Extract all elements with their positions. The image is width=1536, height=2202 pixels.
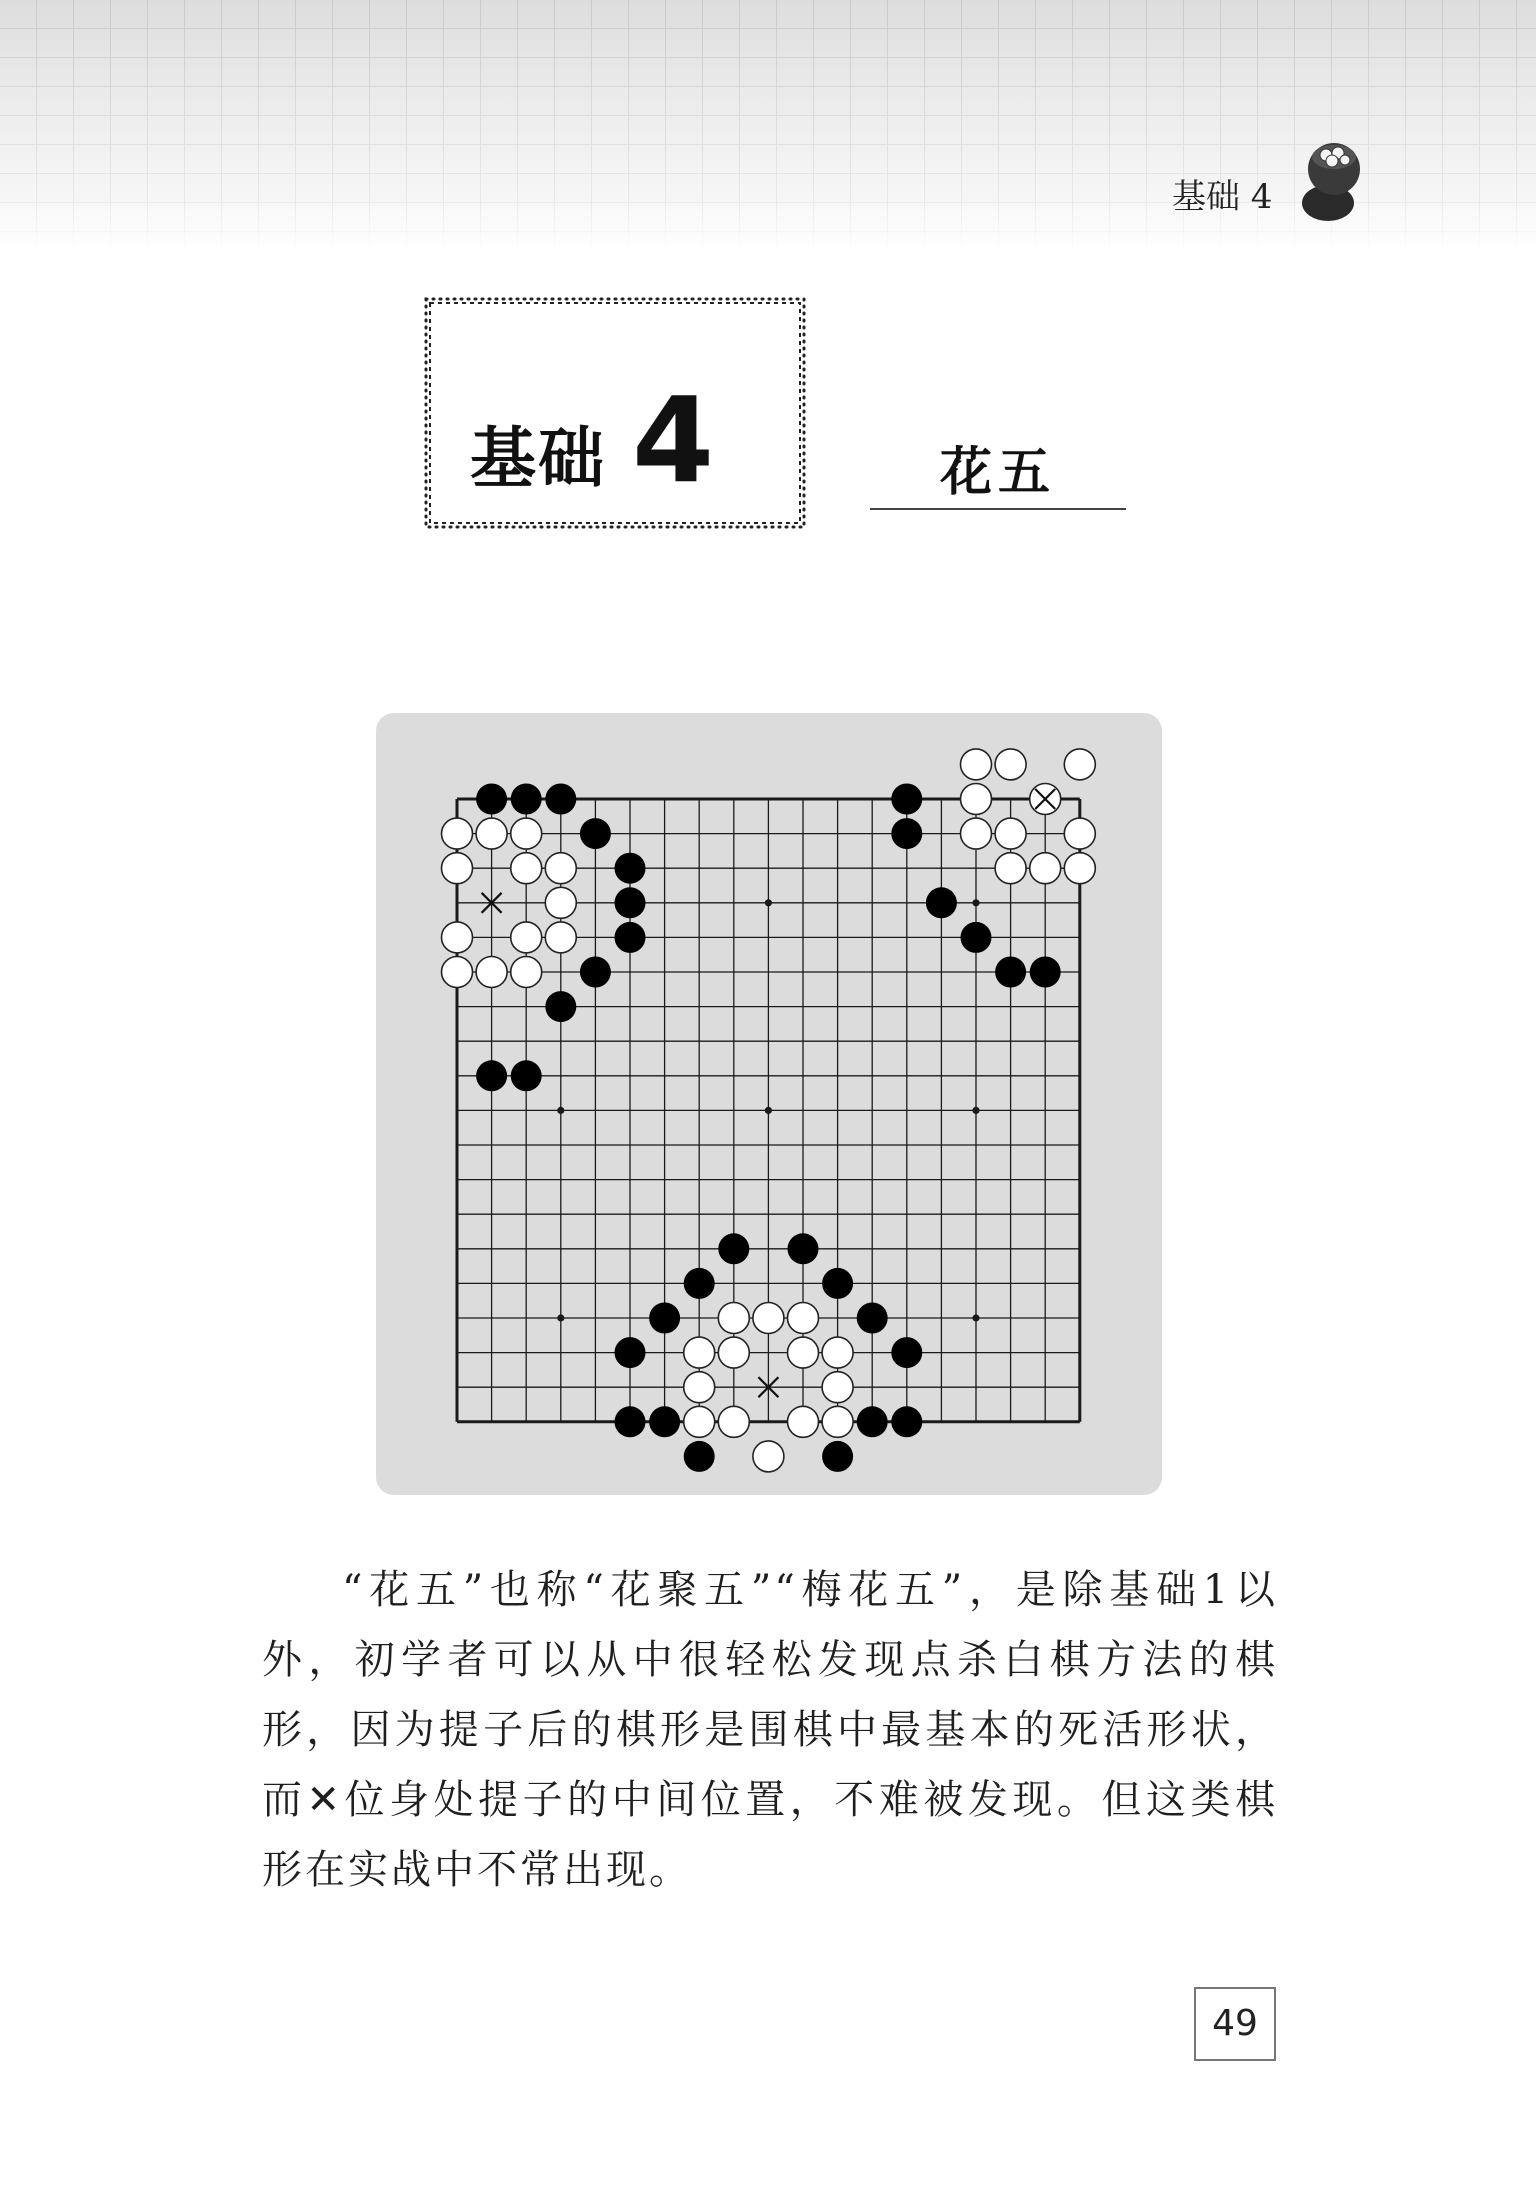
white-stone bbox=[684, 1337, 715, 1368]
white-stone bbox=[442, 922, 473, 953]
body-paragraph: “花五”也称“花聚五”“梅花五”，是除基础1以外，初学者可以从中很轻松发现点杀白棋方法的棋形，因为提子后的棋形是围棋中最基本的死活形状，而✕位身处提子的中间位置，不难被发现。但这类棋形在实战中不常出现。 bbox=[262, 1567, 1278, 1893]
white-stone bbox=[753, 1303, 784, 1334]
white-stone bbox=[961, 749, 992, 780]
white-stone bbox=[961, 818, 992, 849]
black-stone bbox=[891, 818, 922, 849]
star-point bbox=[557, 1107, 564, 1114]
black-stone bbox=[995, 957, 1026, 988]
white-stone bbox=[995, 853, 1026, 884]
star-point bbox=[765, 1107, 772, 1114]
black-stone bbox=[615, 853, 646, 884]
black-stone bbox=[1030, 957, 1061, 988]
white-stone bbox=[961, 784, 992, 815]
white-stone bbox=[995, 818, 1026, 849]
title-number: 4 bbox=[632, 371, 715, 509]
black-stone bbox=[649, 1303, 680, 1334]
white-stone bbox=[684, 1406, 715, 1437]
white-stone bbox=[476, 818, 507, 849]
white-stone bbox=[442, 818, 473, 849]
black-stone bbox=[615, 922, 646, 953]
black-stone bbox=[822, 1268, 853, 1299]
star-point bbox=[972, 1314, 979, 1321]
go-board-panel bbox=[376, 713, 1162, 1495]
black-stone bbox=[545, 784, 576, 815]
subtitle: 花五 bbox=[939, 443, 1056, 503]
white-stone bbox=[1064, 818, 1095, 849]
white-stone bbox=[788, 1406, 819, 1437]
white-stone bbox=[442, 853, 473, 884]
white-stone bbox=[718, 1303, 749, 1334]
white-stone bbox=[788, 1337, 819, 1368]
white-stone bbox=[1064, 749, 1095, 780]
black-stone bbox=[580, 957, 611, 988]
white-stone bbox=[511, 922, 542, 953]
white-stone bbox=[995, 749, 1026, 780]
go-board bbox=[376, 713, 1162, 1495]
black-stone bbox=[961, 922, 992, 953]
white-stone bbox=[684, 1372, 715, 1403]
black-stone bbox=[615, 1406, 646, 1437]
white-stone bbox=[511, 818, 542, 849]
black-stone bbox=[684, 1441, 715, 1472]
black-stone bbox=[891, 1337, 922, 1368]
black-stone bbox=[857, 1303, 888, 1334]
white-stone bbox=[1064, 853, 1095, 884]
white-stone bbox=[545, 887, 576, 918]
black-stone bbox=[476, 784, 507, 815]
star-point bbox=[765, 899, 772, 906]
white-stone bbox=[476, 957, 507, 988]
white-stone bbox=[511, 957, 542, 988]
black-stone bbox=[511, 1060, 542, 1091]
go-bowl-icon bbox=[1290, 135, 1370, 227]
white-stone bbox=[1030, 853, 1061, 884]
black-stone bbox=[891, 784, 922, 815]
star-point bbox=[972, 899, 979, 906]
white-stone bbox=[545, 922, 576, 953]
white-stone bbox=[822, 1337, 853, 1368]
white-stone bbox=[511, 853, 542, 884]
black-stone bbox=[788, 1233, 819, 1264]
white-stone bbox=[718, 1337, 749, 1368]
black-stone bbox=[615, 1337, 646, 1368]
white-stone bbox=[822, 1372, 853, 1403]
black-stone bbox=[580, 818, 611, 849]
title-label: 基础 bbox=[470, 419, 606, 497]
subtitle-underline bbox=[870, 508, 1126, 510]
black-stone bbox=[926, 887, 957, 918]
white-stone bbox=[545, 853, 576, 884]
title-block bbox=[470, 371, 770, 509]
black-stone bbox=[615, 887, 646, 918]
black-stone bbox=[476, 1060, 507, 1091]
black-stone bbox=[649, 1406, 680, 1437]
black-stone bbox=[822, 1441, 853, 1472]
page-number: 49 bbox=[1194, 1987, 1276, 2061]
black-stone bbox=[857, 1406, 888, 1437]
black-stone bbox=[545, 991, 576, 1022]
black-stone bbox=[891, 1406, 922, 1437]
white-stone bbox=[753, 1441, 784, 1472]
running-head: 基础 4 bbox=[1172, 177, 1273, 217]
black-stone bbox=[511, 784, 542, 815]
white-stone bbox=[822, 1406, 853, 1437]
white-stone bbox=[442, 957, 473, 988]
star-point bbox=[557, 1314, 564, 1321]
white-stone bbox=[718, 1406, 749, 1437]
black-stone bbox=[684, 1268, 715, 1299]
white-stone bbox=[788, 1303, 819, 1334]
black-stone bbox=[718, 1233, 749, 1264]
star-point bbox=[972, 1107, 979, 1114]
